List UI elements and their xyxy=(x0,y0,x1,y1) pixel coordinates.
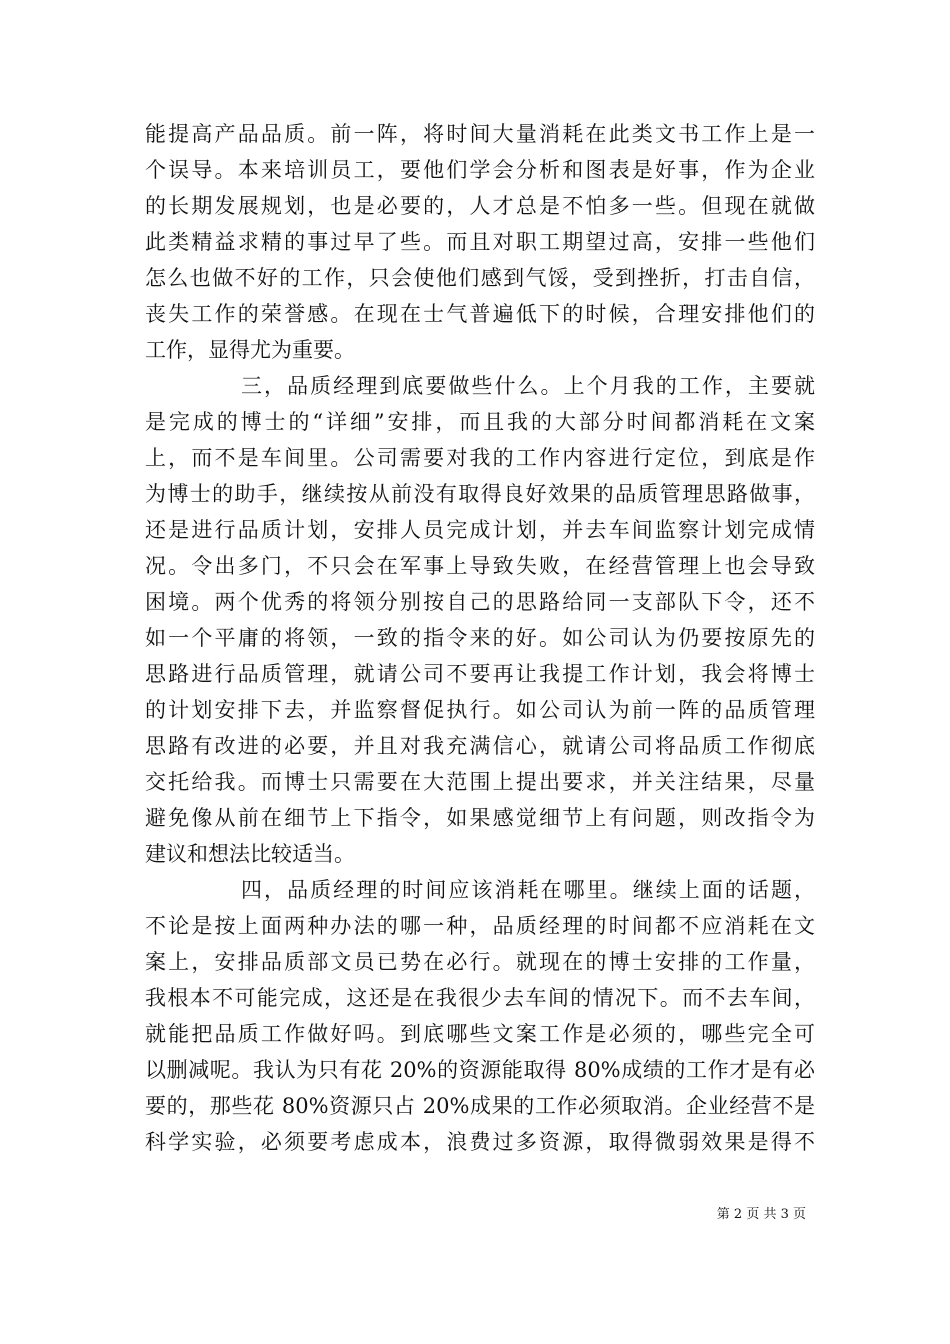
text-line: 的计划安排下去，并监察督促执行。如公司认为前一阵的品质管理 xyxy=(145,698,815,722)
text-line: 个误导。本来培训员工，要他们学会分析和图表是好事，作为企业 xyxy=(145,158,815,182)
text-line: 是完成的博士的“详细”安排，而且我的大部分时间都消耗在文案 xyxy=(145,410,815,434)
text-line: 要的，那些花 80%资源只占 20%成果的工作必须取消。企业经营不是 xyxy=(145,1094,815,1118)
text-line: 怎么也做不好的工作，只会使他们感到气馁，受到挫折，打击自信， xyxy=(145,266,815,290)
text-line: 我根本不可能完成，这还是在我很少去车间的情况下。而不去车间， xyxy=(145,986,815,1010)
text-line: 困境。两个优秀的将领分别按自己的思路给同一支部队下令，还不 xyxy=(145,590,815,614)
text-line: 建议和想法比较适当。 xyxy=(145,842,355,866)
text-line: 不论是按上面两种办法的哪一种，品质经理的时间都不应消耗在文 xyxy=(145,914,815,938)
text-line: 的长期发展规划，也是必要的，人才总是不怕多一些。但现在就做 xyxy=(145,194,815,218)
text-line: 交托给我。而博士只需要在大范围上提出要求，并关注结果，尽量 xyxy=(145,770,815,794)
text-line: 以删减呢。我认为只有花 20%的资源能取得 80%成绩的工作才是有必 xyxy=(145,1058,815,1082)
text-line: 上，而不是车间里。公司需要对我的工作内容进行定位，到底是作 xyxy=(145,446,815,470)
text-line: 案上，安排品质部文员已势在必行。就现在的博士安排的工作量， xyxy=(145,950,815,974)
text-line: 工作，显得尤为重要。 xyxy=(145,338,355,362)
text-line: 科学实验，必须要考虑成本，浪费过多资源，取得微弱效果是得不 xyxy=(145,1130,815,1154)
section-three-heading-line: 三，品质经理到底要做些什么。上个月我的工作，主要就 xyxy=(241,374,815,398)
text-line: 还是进行品质计划，安排人员完成计划，并去车间监察计划完成情 xyxy=(145,518,815,542)
document-body xyxy=(145,116,815,1160)
text-line: 况。令出多门，不只会在军事上导致失败，在经营管理上也会导致 xyxy=(145,554,815,578)
text-line: 就能把品质工作做好吗。到底哪些文案工作是必须的，哪些完全可 xyxy=(145,1022,815,1046)
text-line: 如一个平庸的将领，一致的指令来的好。如公司认为仍要按原先的 xyxy=(145,626,815,650)
text-line: 丧失工作的荣誉感。在现在士气普遍低下的时候，合理安排他们的 xyxy=(145,302,815,326)
text-line: 为博士的助手，继续按从前没有取得良好效果的品质管理思路做事， xyxy=(145,482,815,506)
text-line: 避免像从前在细节上下指令，如果感觉细节上有问题，则改指令为 xyxy=(145,806,815,830)
section-four-heading-line: 四，品质经理的时间应该消耗在哪里。继续上面的话题， xyxy=(241,878,815,902)
text-line: 思路进行品质管理，就请公司不要再让我提工作计划，我会将博士 xyxy=(145,662,815,686)
text-line: 此类精益求精的事过早了些。而且对职工期望过高，安排一些他们 xyxy=(145,230,815,254)
text-line: 思路有改进的必要，并且对我充满信心，就请公司将品质工作彻底 xyxy=(145,734,815,758)
page-number-footer: 第 2 页 共 3 页 xyxy=(716,1207,806,1222)
text-line: 能提高产品品质。前一阵，将时间大量消耗在此类文书工作上是一 xyxy=(145,122,815,146)
